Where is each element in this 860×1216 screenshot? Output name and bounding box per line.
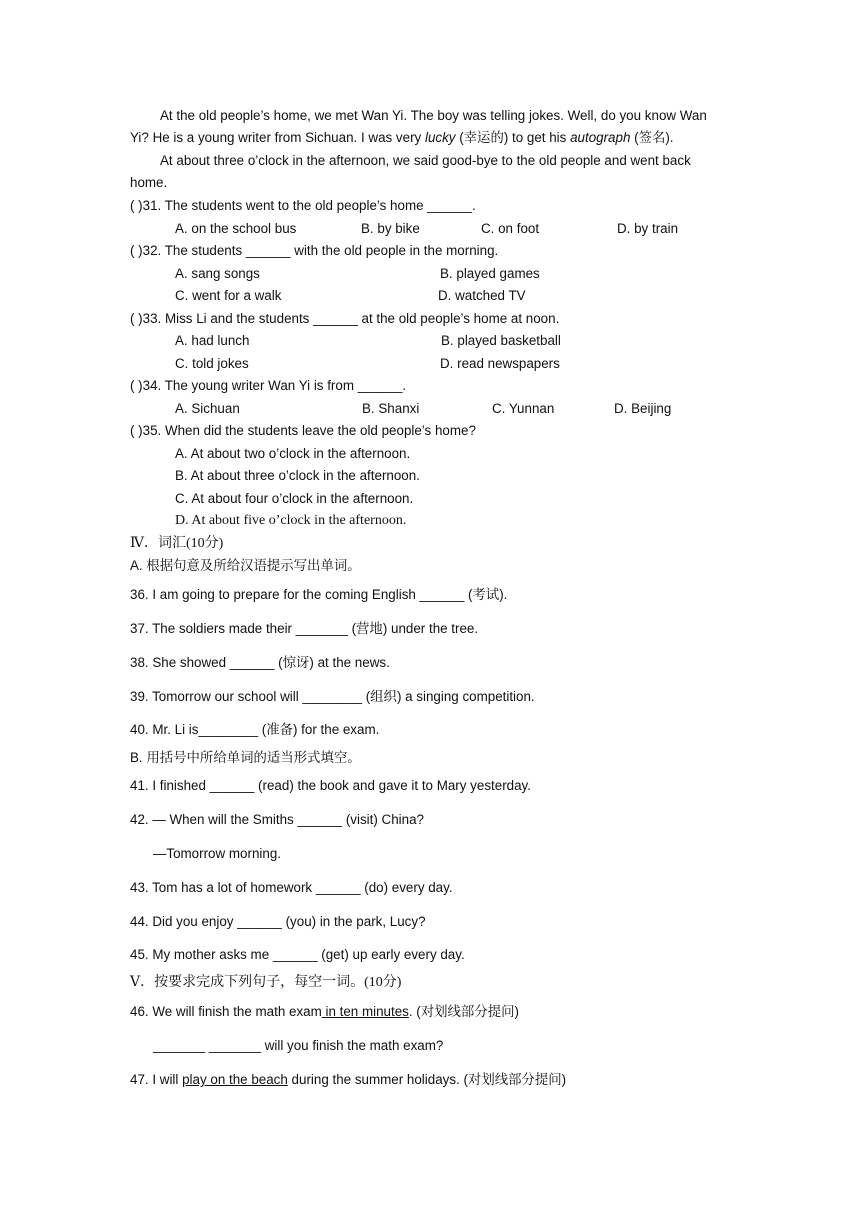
passage-keyword: autograph [570, 130, 631, 145]
passage-line: home. [130, 175, 168, 190]
grammar-item: —Tomorrow morning. [153, 846, 281, 861]
option: C. on foot [481, 221, 540, 236]
rewrite-text: 47. I will [130, 1072, 183, 1087]
vocab-item: 36. I am going to prepare for the coming English ______ (考试). [130, 587, 508, 602]
rewrite-item [130, 1071, 566, 1089]
rewrite-text: 46. We will finish the math exam [130, 1004, 322, 1019]
vocab-item: 38. She showed ______ (惊讶) at the news. [130, 655, 390, 670]
option: D. Beijing [614, 401, 672, 416]
section-title: Ⅴ．按要求完成下列句子，每空一词。(10分) [130, 975, 402, 990]
rewrite-text: during the summer holidays. (对划线部分提问) [287, 1072, 567, 1087]
grammar-item: 41. I finished ______ (read) the book and gave it to Mary yesterday. [130, 778, 531, 793]
option: A. At about two o’clock in the afternoon. [175, 446, 411, 461]
question-stem: ( )34. The young writer Wan Yi is from ______. [130, 378, 407, 393]
passage-text: Yi? He is a young writer from Sichuan. I was very [130, 130, 425, 145]
option: B. Shanxi [362, 401, 420, 416]
grammar-item: 45. My mother asks me ______ (get) up early every day. [130, 947, 465, 962]
option: C. went for a walk [175, 288, 282, 303]
part-heading: A. 根据句意及所给汉语提示写出单词。 [130, 558, 361, 573]
underlined-phrase: play on the beach [182, 1072, 288, 1087]
passage-line: At the old people’s home, we met Wan Yi. The boy was telling jokes. Well, do you know Wan [160, 108, 707, 123]
option: A. on the school bus [175, 221, 297, 236]
vocab-item: 39. Tomorrow our school will ________ (组织) a singing competition. [130, 689, 535, 704]
option: A. Sichuan [175, 401, 240, 416]
part-heading: B. 用括号中所给单词的适当形式填空。 [130, 750, 361, 765]
answer-line: _______ _______ will you finish the math exam? [153, 1038, 444, 1053]
option: B. played basketball [441, 333, 561, 348]
passage-line [130, 129, 674, 147]
question-stem: ( )35. When did the students leave the old people’s home? [130, 423, 476, 438]
question-stem: ( )33. Miss Li and the students ______ at the old people’s home at noon. [130, 311, 560, 326]
option: B. by bike [361, 221, 420, 236]
option: C. told jokes [175, 356, 249, 371]
rewrite-text: . (对划线部分提问) [408, 1004, 519, 1019]
grammar-item: 44. Did you enjoy ______ (you) in the park, Lucy? [130, 914, 426, 929]
option: B. At about three o’clock in the afternoon. [175, 468, 420, 483]
passage-keyword: lucky [424, 130, 456, 145]
option: B. played games [440, 266, 540, 281]
option: D. watched TV [438, 288, 526, 303]
question-stem: ( )32. The students ______ with the old people in the morning. [130, 243, 499, 258]
option: D. read newspapers [440, 356, 560, 371]
underlined-phrase: in ten minutes [321, 1004, 409, 1019]
vocab-item: 40. Mr. Li is________ (准备) for the exam. [130, 722, 380, 737]
option: A. sang songs [175, 266, 260, 281]
option: C. At about four o’clock in the afternoon. [175, 491, 414, 506]
option: C. Yunnan [492, 401, 555, 416]
vocab-item: 37. The soldiers made their _______ (营地) under the tree. [130, 621, 479, 636]
rewrite-item [130, 1003, 519, 1021]
option: D. At about five o’clock in the afternoon. [175, 513, 407, 528]
grammar-item: 43. Tom has a lot of homework ______ (do) every day. [130, 880, 453, 895]
question-stem: ( )31. The students went to the old people’s home ______. [130, 198, 476, 213]
passage-text: (签名). [630, 130, 674, 145]
grammar-item: 42. — When will the Smiths ______ (visit) China? [130, 812, 424, 827]
passage-text: (幸运的) to get his [455, 130, 571, 145]
option: D. by train [617, 221, 679, 236]
passage-line: At about three o’clock in the afternoon, we said good-bye to the old people and went back [160, 153, 691, 168]
option: A. had lunch [175, 333, 250, 348]
section-title: Ⅳ．词汇(10分) [130, 536, 224, 551]
